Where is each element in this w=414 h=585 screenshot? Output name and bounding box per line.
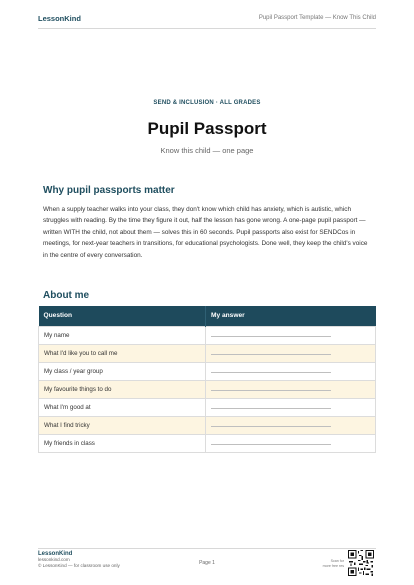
question-cell: My favourite things to do [39,380,206,398]
answer-cell[interactable] [206,416,376,434]
table-row [39,380,376,398]
answer-cell[interactable] [206,398,376,416]
why-paragraph: When a supply teacher walks into your class, they don't know which child has anxiety, which is autistic, which struggles with reading. By the time they figure it out, half the lesson has gone wrong. A one-page pupil passport — written WITH the child, not about them — solves this in 60 seconds. Pupil passports also exist for SENDCos in meetings, for next-year teachers in transitions, for educational psychologists. Done well, they keep the child's voice in the centre of every conversation. [43,206,368,259]
answer-cell[interactable] [206,380,376,398]
page-subtitle: Know this child — one page [160,146,254,155]
qr-code-icon[interactable] [348,550,374,576]
answer-cell[interactable] [206,434,376,452]
answer-cell[interactable] [206,362,376,380]
table-row [39,344,376,362]
answer-line [211,349,331,355]
footer-divider [38,548,376,549]
scan-caption [312,559,344,568]
question-cell: What I'd like you to call me [39,344,206,362]
page-title: Pupil Passport [147,119,267,138]
answer-line [211,403,331,409]
footer-copyright: © LessonKind — for classroom use only [38,563,120,569]
answer-line [211,367,331,373]
about-me-table [38,306,376,453]
header-doc-title: Pupil Passport Template — Know This Child [258,15,376,21]
question-cell: My friends in class [39,434,206,452]
table-row [39,434,376,452]
scan-caption-line: Scan for [330,559,344,563]
answer-line [211,331,331,337]
table-row [39,362,376,380]
why-heading: Why pupil passports matter [43,185,175,196]
table-header-row [39,306,376,326]
table-row [39,416,376,434]
table-row [39,398,376,416]
column-header-question: Question [39,306,206,326]
category-eyebrow: SEND & INCLUSION · ALL GRADES [153,100,261,106]
column-header-answer: My answer [206,306,376,326]
page-number: Page 1 [199,560,215,566]
about-heading: About me [43,290,90,301]
question-cell: What I'm good at [39,398,206,416]
answer-line [211,421,331,427]
answer-cell[interactable] [206,344,376,362]
table-row [39,326,376,344]
answer-line [211,385,331,391]
footer-brand: LessonKind [38,551,73,557]
answer-line [211,439,331,445]
header-divider [38,28,376,29]
header-brand: LessonKind [38,14,81,23]
scan-caption-line: more free res [322,563,344,568]
footer-site-link[interactable]: lessonkind.com [38,557,70,562]
question-cell: What I find tricky [39,416,206,434]
answer-cell[interactable] [206,326,376,344]
question-cell: My name [39,326,206,344]
question-cell: My class / year group [39,362,206,380]
